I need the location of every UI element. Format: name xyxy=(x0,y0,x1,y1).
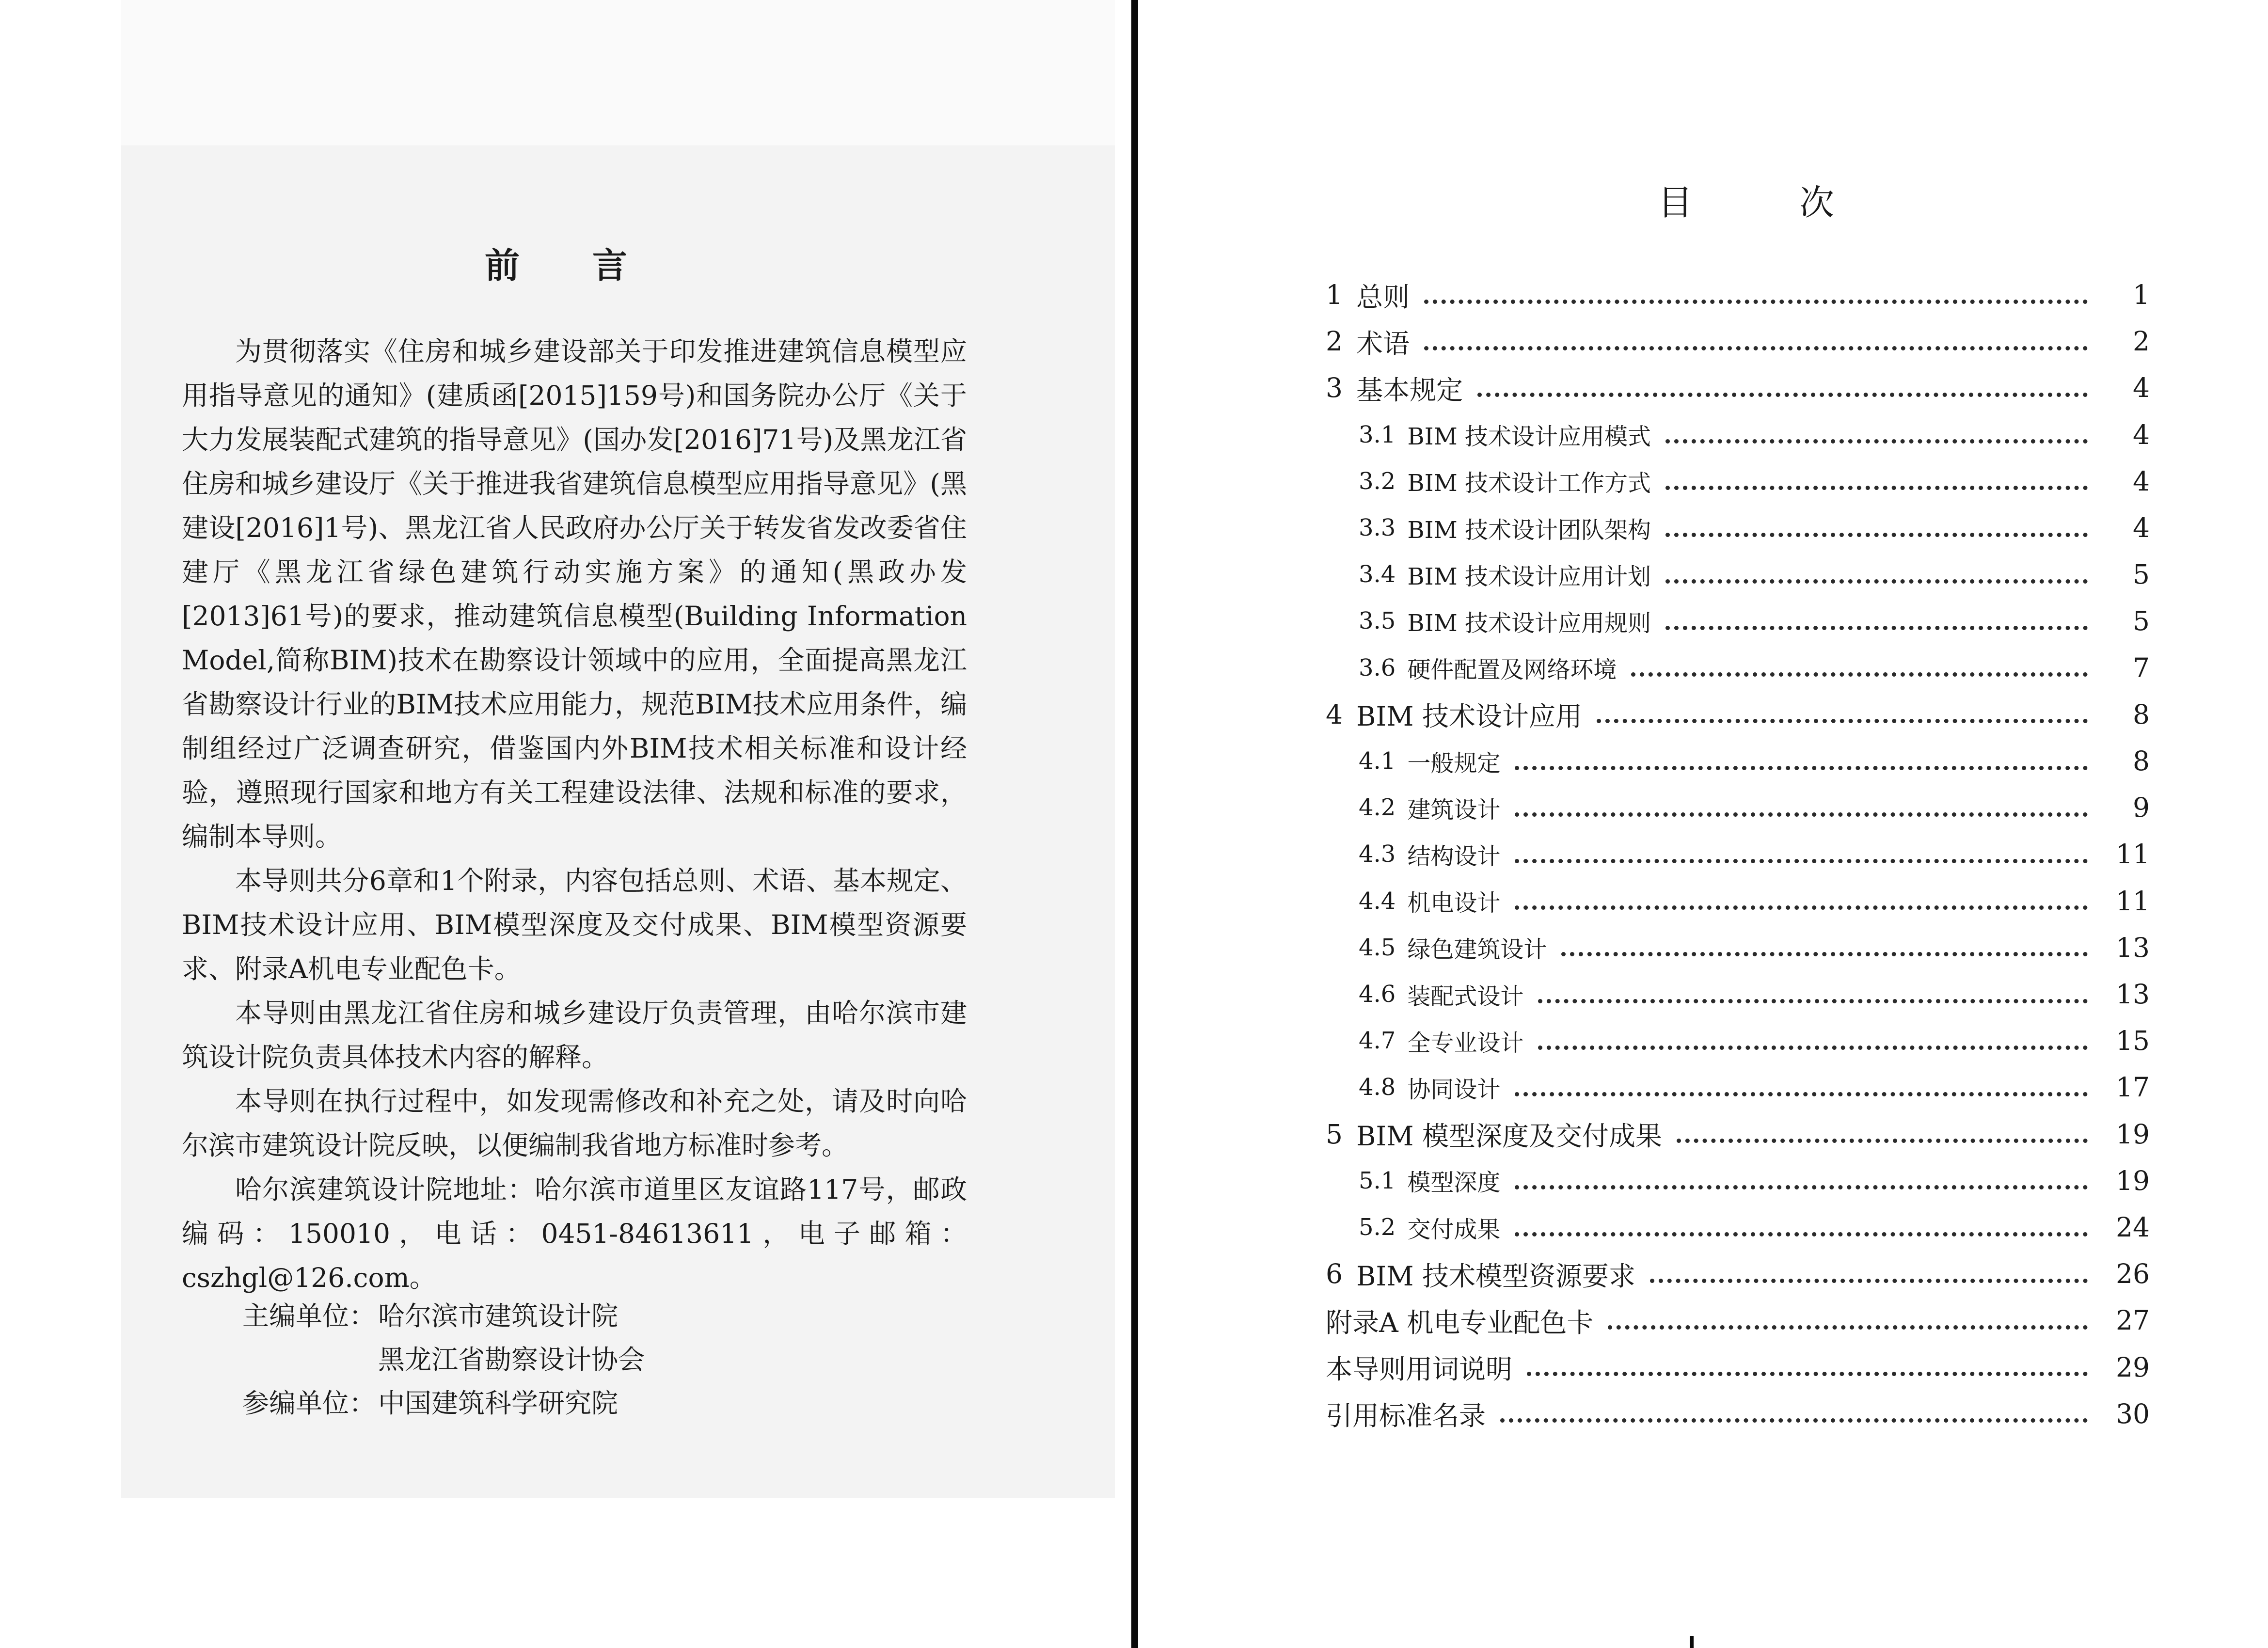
toc-entry[interactable] xyxy=(1326,1394,2150,1433)
toc-entry[interactable] xyxy=(1359,928,2150,967)
participant-label: 参编单位： xyxy=(242,1388,376,1419)
toc-leader-dots xyxy=(1424,295,2088,304)
toc-leader-dots xyxy=(1665,574,2088,584)
toc-entry[interactable] xyxy=(1359,1161,2150,1200)
toc-entry-number: 3.2 xyxy=(1359,467,1396,495)
preface-paragraph: 本导则在执行过程中，如发现需修改和补充之处，请及时向哈尔滨市建筑设计院反映，以便编制我省地方标准时参考。 xyxy=(182,1086,967,1161)
preface-title: 前言 xyxy=(485,245,700,286)
toc-entry[interactable] xyxy=(1326,1254,2150,1293)
toc-entry-page: 26 xyxy=(2116,1258,2150,1290)
toc-entry[interactable] xyxy=(1359,462,2150,501)
toc-leader-dots xyxy=(1515,854,2088,863)
toc-entry-page: 7 xyxy=(2133,652,2150,683)
toc-entry-number: 5 xyxy=(1326,1118,1343,1150)
toc-leader-dots xyxy=(1665,528,2088,537)
toc-entry[interactable] xyxy=(1359,1208,2150,1247)
toc-leader-dots xyxy=(1665,481,2088,490)
toc-leader-dots xyxy=(1677,1134,2088,1143)
toc-entry-label: 机电设计 xyxy=(1407,889,1501,917)
toc-entry-label: 附录A 机电专业配色卡 xyxy=(1326,1307,1594,1338)
toc-entry-page: 19 xyxy=(2116,1165,2150,1196)
toc-entry[interactable] xyxy=(1359,975,2150,1014)
toc-entry-label: 基本规定 xyxy=(1356,374,1463,406)
toc-entry-number: 5.2 xyxy=(1359,1214,1396,1241)
toc-entry-page: 27 xyxy=(2116,1305,2150,1336)
toc-leader-dots xyxy=(1527,1367,2088,1376)
toc-leader-dots xyxy=(1631,667,2088,677)
toc-entry-number: 3.6 xyxy=(1359,654,1396,681)
toc-entry-label: 硬件配置及网络环境 xyxy=(1407,656,1617,684)
toc-entry-page: 5 xyxy=(2133,559,2150,590)
toc-entry-number: 5.1 xyxy=(1359,1167,1396,1194)
editor-label-spacer xyxy=(242,1338,378,1381)
toc-leader-dots xyxy=(1515,901,2088,910)
toc-entry-label: BIM 技术设计应用模式 xyxy=(1407,423,1651,451)
toc-entry-number: 4.2 xyxy=(1359,794,1396,822)
toc-leader-dots xyxy=(1561,947,2088,956)
toc-entry-label: 绿色建筑设计 xyxy=(1407,936,1547,964)
chief-editor-line xyxy=(242,1338,645,1381)
toc-entry[interactable] xyxy=(1359,835,2150,873)
toc-entry-label: 引用标准名录 xyxy=(1326,1400,1486,1432)
toc-entry-page: 13 xyxy=(2116,979,2150,1010)
toc-entry-number: 4.6 xyxy=(1359,981,1396,1008)
toc-entry-label: 建筑设计 xyxy=(1407,796,1501,824)
toc-entry-page: 4 xyxy=(2133,419,2150,450)
toc-entry-number: 1 xyxy=(1326,279,1343,310)
toc-entry[interactable] xyxy=(1359,742,2150,780)
toc-leader-dots xyxy=(1597,714,2088,723)
toc-entry-number: 4.7 xyxy=(1359,1027,1396,1055)
toc-entry[interactable] xyxy=(1359,555,2150,594)
toc-entry-label: 本导则用词说明 xyxy=(1326,1354,1513,1385)
toc-leader-dots xyxy=(1665,621,2088,630)
toc-entry-number: 4.5 xyxy=(1359,934,1396,961)
toc-entry-page: 29 xyxy=(2116,1351,2150,1383)
toc-entry-page: 4 xyxy=(2133,465,2150,497)
toc-leader-dots xyxy=(1515,808,2088,817)
page-edge-mark xyxy=(1690,1636,1694,1648)
toc-entry[interactable] xyxy=(1359,415,2150,454)
chief-editor-line xyxy=(242,1294,645,1338)
toc-entry[interactable] xyxy=(1326,275,2150,314)
toc-entry-label: 协同设计 xyxy=(1407,1076,1501,1103)
toc-entry-page: 5 xyxy=(2133,605,2150,637)
toc-entry-page: 24 xyxy=(2116,1212,2150,1243)
toc-entry[interactable] xyxy=(1326,1115,2150,1154)
toc-title: 目次 xyxy=(1658,182,1941,223)
toc-leader-dots xyxy=(1515,761,2088,770)
toc-entry-label: BIM 技术设计工作方式 xyxy=(1407,470,1651,497)
chief-editor-name: 黑龙江省勘察设计协会 xyxy=(378,1344,645,1375)
toc-entry-number: 4.1 xyxy=(1359,747,1396,775)
toc-entry[interactable] xyxy=(1359,1068,2150,1107)
toc-entry-number: 3.4 xyxy=(1359,561,1396,588)
toc-entry-number: 3.5 xyxy=(1359,607,1396,635)
toc-leader-dots xyxy=(1424,341,2088,350)
participant-line xyxy=(242,1381,645,1425)
toc-leader-dots xyxy=(1665,434,2088,444)
toc-entry[interactable] xyxy=(1326,1348,2150,1387)
toc-entry-number: 4 xyxy=(1326,698,1343,730)
book-spine-divider xyxy=(1131,0,1138,1648)
toc-entry-label: BIM 技术设计团队架构 xyxy=(1407,516,1651,544)
preface-paragraph: 为贯彻落实《住房和城乡建设部关于印发推进建筑信息模型应用指导意见的通知》(建质函[2015]159号)和国务院办公厅《关于大力发展装配式建筑的指导意见》(国办发[2016]71号)及黑龙江省住房和城乡建设厅《关于推进我省建筑信息模型应用指导意见》(黑建设[2016]1号)、黑龙江省人民政府办公厅关于转发省发改委省住建厅《黑龙江省绿色建筑行动实施方案》的通知(黑政办发 [2013]61号)的要求，推动建筑信息模型(Building Information Model,简称BIM)技术在勘察设计领域中的应用，全面提高黑龙江省勘察设计行业的BIM技术应用能力，规范BIM技术应用条件，编制组经过广泛调查研究，借鉴国内外BIM技术相关标准和设计经验，遵照现行国家和地方有关工程建设法律、法规和标准的要求，编制本导则。 xyxy=(182,336,967,852)
toc-leader-dots xyxy=(1515,1227,2088,1236)
toc-leader-dots xyxy=(1608,1320,2088,1330)
participant-name: 中国建筑科学研究院 xyxy=(378,1388,619,1419)
toc-entry-page: 13 xyxy=(2116,932,2150,963)
toc-entry-number: 3.1 xyxy=(1359,421,1396,448)
toc-entry-number: 3.3 xyxy=(1359,514,1396,541)
toc-entry-page: 15 xyxy=(2116,1025,2150,1057)
toc-leader-dots xyxy=(1515,1087,2088,1096)
toc-entry[interactable] xyxy=(1326,368,2150,407)
toc-entry-number: 2 xyxy=(1326,326,1343,357)
chief-editor-label: 主编单位： xyxy=(242,1300,376,1331)
toc-entry[interactable] xyxy=(1359,1021,2150,1060)
toc-entry[interactable] xyxy=(1326,1301,2150,1340)
toc-entry-label: BIM 技术设计应用 xyxy=(1356,701,1582,732)
chief-editor-name: 哈尔滨市建筑设计院 xyxy=(378,1300,619,1331)
toc-entry-label: 装配式设计 xyxy=(1407,982,1524,1010)
toc-entry-number: 3 xyxy=(1326,372,1343,404)
toc-entry[interactable] xyxy=(1359,602,2150,640)
toc-entry-page: 4 xyxy=(2133,512,2150,543)
toc-leader-dots xyxy=(1538,1041,2088,1050)
toc-entry-label: 全专业设计 xyxy=(1407,1029,1524,1057)
toc-entry-page: 9 xyxy=(2133,792,2150,824)
toc-entry-page: 4 xyxy=(2133,372,2150,404)
toc-entry-label: BIM 技术设计应用规则 xyxy=(1407,609,1651,637)
preface-paragraph: 哈尔滨建筑设计院地址：哈尔滨市道里区友谊路117号，邮政编码：150010，电话：0451-84613611，电子邮箱：cszhgl@126.com。 xyxy=(182,1174,967,1293)
toc-entry-page: 19 xyxy=(2116,1118,2150,1150)
toc-entry-number: 4.8 xyxy=(1359,1074,1396,1101)
toc-entry-page: 11 xyxy=(2116,885,2150,917)
toc-entry-number: 4.4 xyxy=(1359,887,1396,915)
toc-leader-dots xyxy=(1650,1274,2088,1283)
toc-entry-number: 4.3 xyxy=(1359,840,1396,868)
toc-entry[interactable] xyxy=(1326,695,2150,734)
toc-entry-page: 8 xyxy=(2133,745,2150,776)
preface-paragraph: 本导则共分6章和1个附录，内容包括总则、术语、基本规定、BIM技术设计应用、BIM模型深度及交付成果、BIM模型资源要求、附录A机电专业配色卡。 xyxy=(182,865,967,984)
toc-leader-dots xyxy=(1515,1180,2088,1189)
toc-entry-label: 总则 xyxy=(1356,281,1410,313)
toc-entry-number: 6 xyxy=(1326,1258,1343,1290)
toc-entry-page: 8 xyxy=(2133,698,2150,730)
left-page-header-area xyxy=(121,0,1115,145)
toc-leader-dots xyxy=(1500,1413,2088,1423)
toc-entry-label: BIM 技术模型资源要求 xyxy=(1356,1260,1635,1292)
toc-entry-label: 一般规定 xyxy=(1407,749,1501,777)
toc-entry-label: 术语 xyxy=(1356,328,1410,359)
toc-entry-page: 11 xyxy=(2116,839,2150,870)
preface-body xyxy=(182,330,967,1300)
toc-entry-page: 1 xyxy=(2133,279,2150,310)
toc-entry-label: 结构设计 xyxy=(1407,842,1501,870)
toc-entry[interactable] xyxy=(1359,882,2150,920)
toc-entry[interactable] xyxy=(1326,322,2150,361)
toc-entry-page: 2 xyxy=(2133,326,2150,357)
toc-entry-page: 30 xyxy=(2116,1398,2150,1429)
preface-paragraph: 本导则由黑龙江省住房和城乡建设厅负责管理，由哈尔滨市建筑设计院负责具体技术内容的解释。 xyxy=(182,998,967,1073)
toc-entry-label: 交付成果 xyxy=(1407,1216,1501,1243)
toc-entry[interactable] xyxy=(1359,649,2150,687)
toc-leader-dots xyxy=(1538,994,2088,1003)
toc-entry-page: 17 xyxy=(2116,1072,2150,1103)
toc-leader-dots xyxy=(1477,388,2088,397)
toc-entry-label: 模型深度 xyxy=(1407,1169,1501,1197)
toc-entry-label: BIM 模型深度及交付成果 xyxy=(1356,1121,1662,1152)
toc-entry[interactable] xyxy=(1359,788,2150,827)
toc-entry[interactable] xyxy=(1359,508,2150,547)
editor-units xyxy=(242,1294,645,1425)
toc-entry-label: BIM 技术设计应用计划 xyxy=(1407,563,1651,590)
